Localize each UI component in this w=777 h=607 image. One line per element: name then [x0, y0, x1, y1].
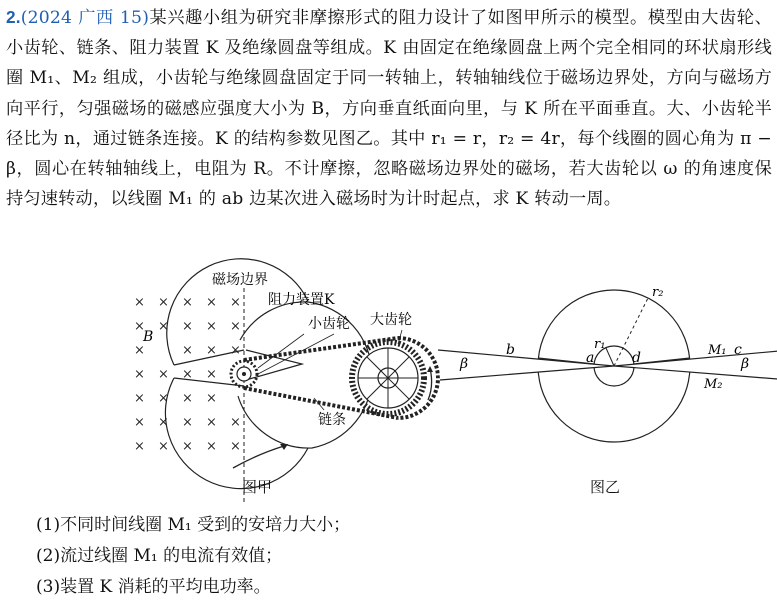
field-cross: ×: [182, 295, 193, 310]
field-cross: ×: [158, 367, 169, 382]
figure2-diagram: [438, 285, 777, 442]
label-d: d: [632, 350, 641, 366]
field-cross: ×: [230, 319, 241, 334]
problem-intro: 某兴趣小组为研究非摩擦形式的阻力设计了如图甲所示的模型。模型由大齿轮、小齿轮、链条、阻力装置 K 及绝缘圆盘等组成。K 由固定在绝缘圆盘上两个完全相同的环状扇形线圈 M₁、M₂ 组成，小齿轮与绝缘圆盘固定于同一转轴上，转轴轴线位于磁场边界处，方向与磁场方向平行，匀强磁场的磁感应强度大小为 B，方向垂直纸面向里，与 K 所在平面垂直。大、小齿轮半径比为 n，通过链条连接。K 的结构参数见图乙。其中 r₁ = r，r₂ = 4r，每个线圈的圆心角为 π − β，圆心在转轴轴线上，电阻为 R。不计摩擦，忽略磁场边界处的磁场，若大齿轮以 ω 的角速度保持匀速转动，以线圈 M₁ 的 ab 边某次进入磁场时为计时起点，求 K 转动一周。: [6, 8, 772, 210]
field-cross: ×: [134, 439, 145, 454]
label-beta-left: β: [460, 356, 469, 372]
field-cross: ×: [158, 415, 169, 430]
field-cross: ×: [134, 343, 145, 358]
figure-area: [118, 268, 750, 504]
label-magnetic-boundary: 磁场边界: [212, 272, 268, 288]
arrow-head: [427, 366, 433, 372]
field-cross: ×: [134, 367, 145, 382]
label-r1: r₁: [594, 337, 606, 352]
label-beta-right: β: [741, 356, 750, 372]
field-cross: ×: [206, 295, 217, 310]
label-c: c: [734, 342, 742, 358]
label-b: b: [506, 342, 515, 358]
figure-svg: [118, 268, 750, 504]
big-gear: [352, 342, 424, 414]
field-cross: ×: [182, 343, 193, 358]
label-r2: r₂: [652, 285, 664, 300]
field-cross: ×: [158, 319, 169, 334]
problem-source: (2024 广西 15): [20, 8, 150, 28]
label-chain: 链条: [318, 412, 346, 428]
field-cross: ×: [182, 391, 193, 406]
field-cross: ×: [206, 319, 217, 334]
field-cross: ×: [158, 391, 169, 406]
field-cross: ×: [206, 415, 217, 430]
question-1: (1)不同时间线圈 M₁ 受到的安培力大小；: [36, 515, 351, 535]
label-M1: M₁: [708, 343, 727, 358]
field-cross: ×: [182, 439, 193, 454]
field-cross: ×: [230, 295, 241, 310]
field-cross: ×: [134, 415, 145, 430]
field-cross: ×: [158, 295, 169, 310]
field-cross: ×: [134, 319, 145, 334]
field-cross: ×: [230, 415, 241, 430]
label-M2: M₂: [704, 377, 723, 392]
big-gear-rotation-arrow: [428, 368, 432, 400]
small-gear: [231, 361, 257, 387]
magnetic-field-crosses: [134, 295, 241, 454]
question-list: [36, 510, 766, 603]
label-big-gear: 大齿轮: [370, 312, 412, 328]
field-cross: ×: [134, 391, 145, 406]
field-cross: ×: [182, 415, 193, 430]
label-resistance-device: 阻力装置K: [268, 292, 335, 308]
field-cross: ×: [206, 367, 217, 382]
label-B: B: [143, 329, 154, 345]
field-cross: ×: [182, 319, 193, 334]
field-cross: ×: [230, 343, 241, 358]
question-2: (2)流过线圈 M₁ 的电流有效值；: [36, 546, 283, 566]
field-cross: ×: [206, 439, 217, 454]
field-cross: ×: [134, 295, 145, 310]
problem-text: [6, 2, 772, 214]
field-cross: ×: [206, 391, 217, 406]
field-cross: ×: [206, 343, 217, 358]
question-3: (3)装置 K 消耗的平均电功率。: [36, 577, 271, 597]
figure2-caption: 图乙: [590, 478, 621, 496]
field-cross: ×: [230, 439, 241, 454]
label-small-gear: 小齿轮: [308, 316, 350, 332]
figure1-caption: 图甲: [242, 478, 273, 496]
field-cross: ×: [158, 439, 169, 454]
problem-number: 2.: [6, 7, 21, 27]
label-a: a: [586, 350, 595, 366]
field-cross: ×: [182, 367, 193, 382]
